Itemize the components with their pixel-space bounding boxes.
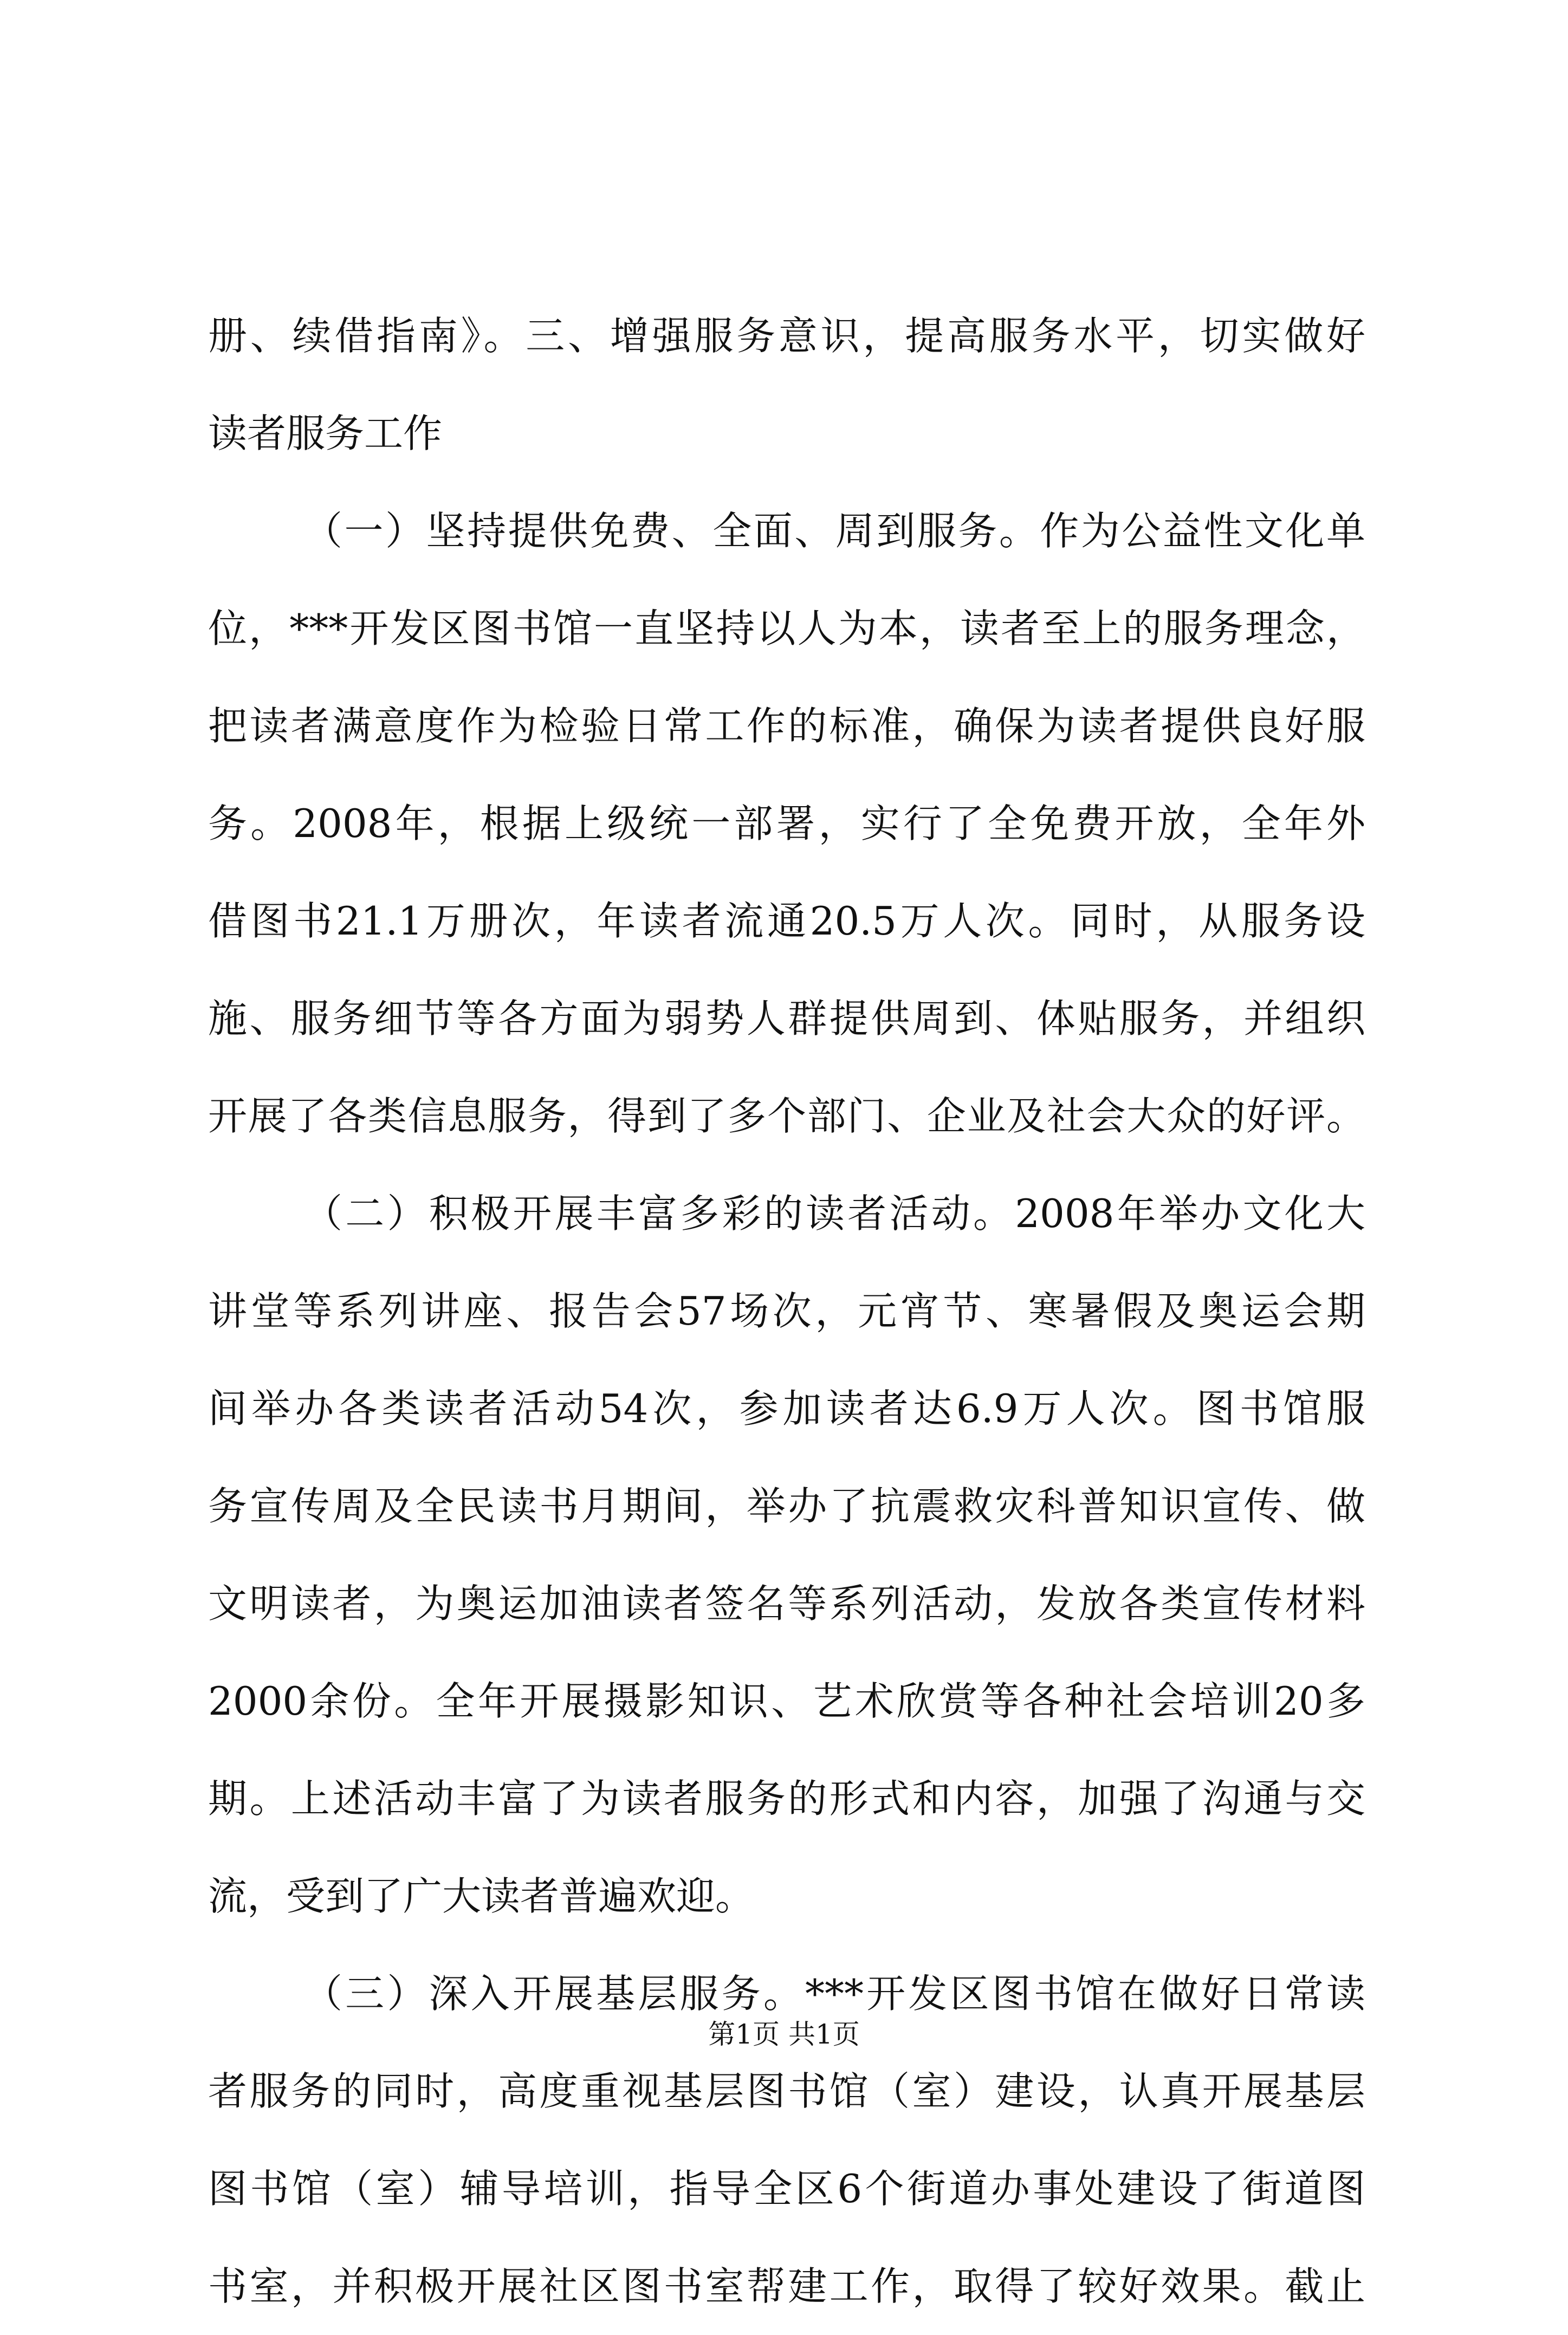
page-footer: 第1页 共1页 (708, 2019, 860, 2050)
text-line: 务。2008年，根据上级统一部署，实行了全免费开放，全年外 (208, 801, 1365, 846)
text-line: 读者服务工作 (208, 411, 443, 456)
text-line: 期。上述活动丰富了为读者服务的形式和内容，加强了沟通与交 (208, 1776, 1365, 1821)
text-line: 务宣传周及全民读书月期间，举办了抗震救灾科普知识宣传、做 (208, 1483, 1365, 1529)
text-line: 册、续借指南》。三、增强服务意识，提高服务水平，切实做好 (208, 313, 1365, 359)
text-line: 文明读者，为奥运加油读者签名等系列活动，发放各类宣传材料 (208, 1581, 1365, 1626)
text-line: 位，***开发区图书馆一直坚持以人为本，读者至上的服务理念， (208, 606, 1365, 651)
text-line: 2000余份。全年开展摄影知识、艺术欣赏等各种社会培训20多 (208, 1678, 1365, 1724)
text-line: （二）积极开展丰富多彩的读者活动。2008年举办文化大 (303, 1191, 1365, 1236)
text-line: 者服务的同时，高度重视基层图书馆（室）建设，认真开展基层 (208, 2068, 1365, 2114)
text-line: 施、服务细节等各方面为弱势人群提供周到、体贴服务，并组织 (208, 996, 1365, 1041)
text-line: 把读者满意度作为检验日常工作的标准，确保为读者提供良好服 (208, 703, 1365, 749)
text-line: 间举办各类读者活动54次，参加读者达6.9万人次。图书馆服 (208, 1386, 1365, 1431)
text-line: 讲堂等系列讲座、报告会57场次，元宵节、寒暑假及奥运会期 (208, 1288, 1365, 1334)
text-line: （三）深入开展基层服务。***开发区图书馆在做好日常读 (303, 1971, 1365, 2016)
text-line: 开展了各类信息服务，得到了多个部门、企业及社会大众的好评。 (208, 1093, 1365, 1139)
text-line: 图书馆（室）辅导培训，指导全区6个街道办事处建设了街道图 (208, 2166, 1365, 2211)
text-line: 流，受到了广大读者普遍欢迎。 (208, 1873, 755, 1919)
text-line: 借图书21.1万册次，年读者流通20.5万人次。同时，从服务设 (208, 898, 1365, 944)
text-line: （一）坚持提供免费、全面、周到服务。作为公益性文化单 (303, 508, 1365, 554)
text-line: 书室，并积极开展社区图书室帮建工作，取得了较好效果。截止 (208, 2263, 1365, 2309)
